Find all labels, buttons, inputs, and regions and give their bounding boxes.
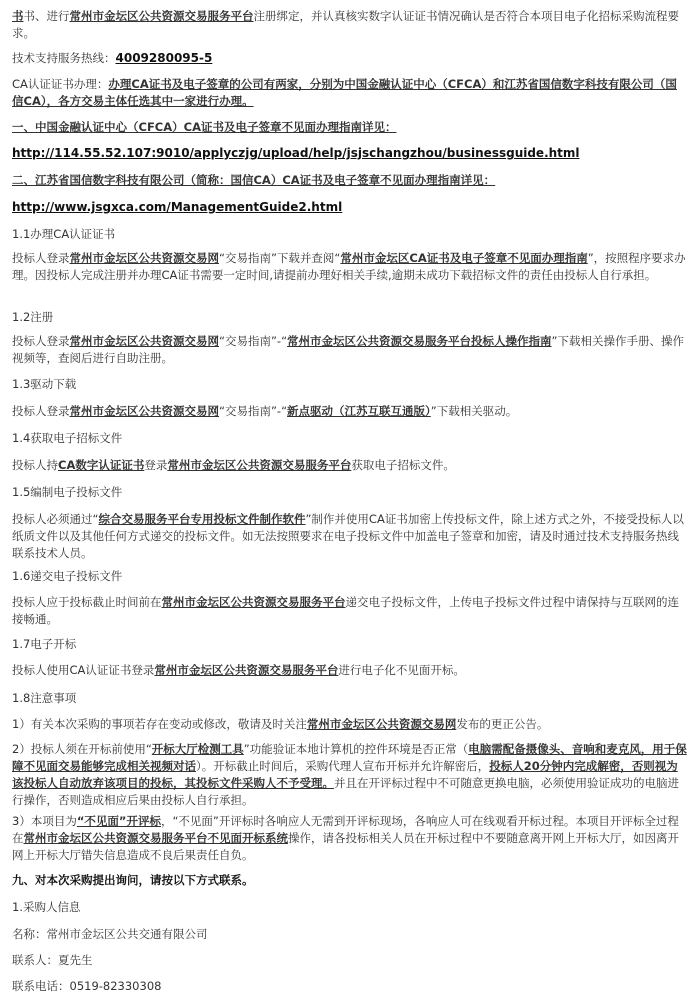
purchaser-name: 名称：常州市金坛区公共交通有限公司: [12, 927, 208, 941]
hotline-label: 技术支持服务热线：: [12, 51, 116, 65]
n2-bold-1: 电脑需配备摄像头、音响和麦克风，用于保障不见面交易能够完成相关视频对话: [12, 742, 687, 773]
section-1-2-heading: 1.2注册: [12, 310, 54, 324]
ca-paragraph: [12, 76, 688, 110]
s11-text-1: 投标人登录: [12, 251, 70, 265]
section-1-3-heading: 1.3驱动下载: [12, 377, 77, 391]
section-9-heading: 九、对本次采购提出询问，请按以下方式联系。: [12, 873, 254, 887]
n3-text-2: ，“不见面”开评标时各响应人无需到开评标现场，各响应人可在线观看开标过程。本项目开评标全过程在: [12, 814, 679, 845]
trading-website-link[interactable]: 常州市金坛区公共资源交易网: [306, 717, 457, 731]
section-1-7-heading: 1.7电子开标: [12, 637, 77, 651]
gx-url-link[interactable]: http://www.jsgxca.com/ManagementGuide2.html: [12, 200, 343, 214]
n2-text-2: ”功能验证本地计算机的控件环境是否正常（: [243, 742, 469, 756]
intro-text-2: 注册绑定，并认真核实数字认证证书情况确认是否符合本项目电子化招标采购流程要求。: [12, 9, 679, 40]
cfca-title: 一、中国金融认证中心（CFCA）CA证书及电子签章不见面办理指南详见：: [12, 120, 397, 134]
gx-title: 二、江苏省国信数字科技有限公司（简称：国信CA）CA证书及电子签章不见面办理指南详见：: [12, 173, 496, 187]
hotline-line: [12, 50, 212, 67]
s14-text-1: 投标人持: [12, 458, 58, 472]
section-1-6-heading: 1.6递交电子投标文件: [12, 569, 123, 583]
trading-website-link[interactable]: 常州市金坛区公共资源交易网: [69, 334, 219, 348]
continuation-text: 书: [12, 9, 24, 23]
s12-text-3: ”下载相关操作手册、操作视频等，查阅后进行自助注册。: [12, 334, 684, 365]
s14-text-2: 登录: [144, 458, 168, 472]
section-1-4-body: [12, 457, 688, 474]
s13-text-1: 投标人登录: [12, 404, 70, 418]
intro-paragraph: [12, 8, 688, 42]
s13-text-3: ”下载相关驱动。: [430, 404, 518, 418]
bidder-guide-link[interactable]: 常州市金坛区公共资源交易服务平台投标人操作指南: [287, 334, 552, 348]
notice-3: [12, 813, 688, 864]
s17-text-1: 投标人使用CA认证证书登录: [12, 663, 155, 677]
section-1-7-body: [12, 662, 688, 679]
cfca-url-link[interactable]: http://114.55.52.107:9010/applyczjg/upload/help/jsjschangzhou/businessguide.html: [12, 146, 580, 160]
n2-text-4: 并且在开评标过程中不可随意更换电脑，必须使用验证成功的电脑进行操作，否则造成相应后果由投标人自行承担。: [12, 776, 679, 807]
n1-text-1: 1）有关本次采购的事项若存在变动或修改，敬请及时关注: [12, 717, 307, 731]
section-1-8-heading: 1.8注意事项: [12, 691, 77, 705]
trading-platform-link[interactable]: 常州市金坛区公共资源交易服务平台: [167, 458, 352, 472]
section-1-1-body: [12, 250, 688, 284]
section-9-sub: 1.采购人信息: [12, 900, 81, 914]
section-1-2-body: [12, 333, 688, 367]
s15-text-2: ”制作并使用CA证书加密上传投标文件，除上述方式之外，不接受投标人以纸质文件以及其他任何方式递交的投标文件。如无法按照要求在电子投标文件中加盖电子签章和加密，请及时通过技术支持服务热线联系技术人员。: [12, 512, 684, 560]
s12-text-1: 投标人登录: [12, 334, 70, 348]
ca-label: CA认证证书办理：: [12, 77, 109, 91]
ca-guide-link[interactable]: 常州市金坛区CA证书及电子签章不见面办理指南: [340, 251, 588, 265]
trading-platform-link[interactable]: 常州市金坛区公共资源交易服务平台: [154, 663, 339, 677]
section-1-1-heading: 1.1办理CA认证证书: [12, 227, 116, 241]
section-1-5-body: [12, 511, 688, 562]
trading-platform-link[interactable]: 常州市金坛区公共资源交易服务平台: [69, 9, 254, 23]
notice-2: [12, 741, 688, 809]
s16-text-1: 投标人应于投标截止时间前在: [12, 595, 162, 609]
trading-website-link[interactable]: 常州市金坛区公共资源交易网: [69, 404, 219, 418]
remote-bid-system-link[interactable]: 常州市金坛区公共资源交易服务平台不见面开标系统: [23, 831, 288, 845]
s14-text-3: 获取电子招标文件。: [351, 458, 455, 472]
n1-text-2: 发布的更正公告。: [456, 717, 549, 731]
n3-text-3: 操作，请各投标相关人员在开标过程中不要随意离开网上开标大厅，如因离开网上开标大厅错失信息造成不良后果责任自负。: [12, 831, 679, 862]
n2-text-3: ）。开标截止时间后，采购代理人宣布开标并允许解密后，: [196, 759, 490, 773]
s12-text-2: “交易指南”-“: [219, 334, 288, 348]
ca-text: 办理CA证书及电子签章的公司有两家，分别为中国金融认证中心（CFCA）和江苏省国信数字科技有限公司（国信CA），各方交易主体任选其中一家进行办理。: [12, 77, 677, 108]
n2-bold-2: 投标人20分钟内完成解密，否则视为该投标人自动放弃该项目的投标，其投标文件采购人不予受理。: [12, 759, 678, 790]
ca-certificate-link[interactable]: CA数字认证证书: [58, 458, 145, 472]
n2-text-1: 2）投标人须在开标前使用“: [12, 742, 152, 756]
s13-text-2: “交易指南”-“: [219, 404, 288, 418]
intro-text-1: 书、进行: [23, 9, 70, 23]
n3-bold-1: “不见面”开评标: [76, 814, 161, 828]
s17-text-2: 进行电子化不见面开标。: [338, 663, 465, 677]
n3-text-1: 3）本项目为: [12, 814, 77, 828]
purchaser-contact: 联系人：夏先生: [12, 953, 93, 967]
bid-software-link[interactable]: 综合交易服务平台专用投标文件制作软件: [98, 512, 306, 526]
s16-text-2: 递交电子投标文件，上传电子投标文件过程中请保持与互联网的连接畅通。: [12, 595, 679, 626]
trading-platform-link[interactable]: 常州市金坛区公共资源交易服务平台: [161, 595, 346, 609]
section-1-6-body: [12, 594, 688, 628]
section-1-3-body: [12, 403, 688, 420]
s15-text-1: 投标人必须通过“: [12, 512, 99, 526]
detection-tool-link[interactable]: 开标大厅检测工具: [151, 742, 244, 756]
purchaser-phone: 联系电话：0519-82330308: [12, 979, 162, 993]
s11-text-3: ”，按照程序要求办理。因投标人完成注册并办理CA证书需要一定时间,请提前办理好相关手续,逾期未成功下载招标文件的责任由投标人自行承担。: [12, 251, 686, 282]
s11-text-2: “交易指南”下载并查阅“: [219, 251, 341, 265]
hotline-number[interactable]: 4009280095-5: [115, 51, 213, 65]
notice-1: [12, 716, 688, 733]
driver-download-link[interactable]: 新点驱动（江苏互联互通版）: [287, 404, 431, 418]
section-1-5-heading: 1.5编制电子投标文件: [12, 485, 123, 499]
trading-website-link[interactable]: 常州市金坛区公共资源交易网: [69, 251, 219, 265]
section-1-4-heading: 1.4获取电子招标文件: [12, 431, 123, 445]
